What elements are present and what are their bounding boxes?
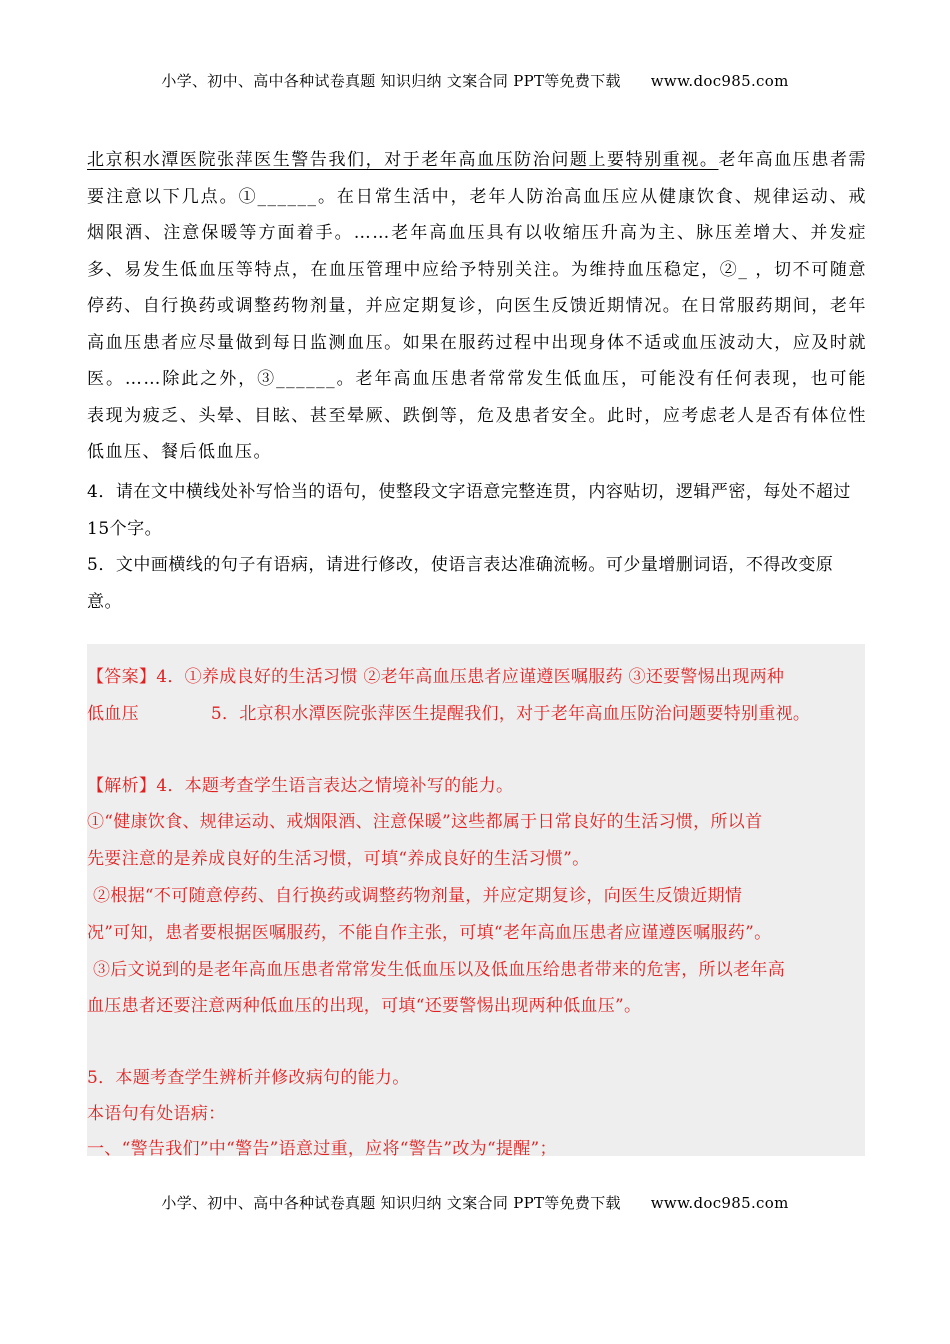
analysis-title: 【解析】4．本题考查学生语言表达之情境补写的能力。 <box>87 776 514 796</box>
analysis-line: 况”可知，患者要根据医嘱服药，不能自作主张，可填“老年高血压患者应谨遵医嘱服药”。 <box>87 923 772 943</box>
analysis-line: 一、“警告我们”中“警告”语意过重，应将“警告”改为“提醒”； <box>87 1139 557 1159</box>
header-text: 小学、初中、高中各种试卷真题 知识归纳 文案合同 PPT等免费下载 <box>161 72 621 90</box>
passage-text: 老年高血压患者需要注意以下几点。①______。在日常生活中，老年人防治高血压应从健康饮食、规律运动、戒烟限酒、注意保暖等方面着手。……老年高血压具有以收缩压升高为主、脉压差增大、并发症多、易发生低血压等特点，在血压管理中应给予特别关注。为维持血压稳定，②_ ，切不可随意停药、自行换药或调整药物剂量，并应定期复诊，向医生反馈近期情况。在日常服药期间，老年高血压患者应尽量做到每日监测血压。如果在服药过程中出现身体不适或血压波动大，应及时就医。……除此之外，③______。老年高血压患者常常发生低血压，可能没有任何表现，也可能表现为疲乏、头晕、目眩、甚至晕厥、跌倒等，危及患者安全。此时，应考虑老人是否有体位性低血压、餐后低血压。 <box>87 150 868 462</box>
footer-site-link[interactable]: www.doc985.com <box>650 1194 789 1212</box>
page-header <box>0 70 950 91</box>
answer-line-1: 【答案】4．①养成良好的生活习惯 ②老年高血压患者应谨遵医嘱服药 ③还要警惕出现两种 <box>87 667 785 687</box>
question-5: 5．文中画横线的句子有语病，请进行修改，使语言表达准确流畅。可少量增删词语，不得改变原意。 <box>87 555 834 612</box>
analysis-line: 血压患者还要注意两种低血压的出现，可填“还要警惕出现两种低血压”。 <box>87 996 642 1016</box>
analysis-q5-title: 5．本题考查学生辨析并修改病句的能力。 <box>87 1068 410 1088</box>
header-site-link[interactable]: www.doc985.com <box>650 72 789 90</box>
footer-text: 小学、初中、高中各种试卷真题 知识归纳 文案合同 PPT等免费下载 <box>161 1194 621 1212</box>
analysis-line: ②根据“不可随意停药、自行换药或调整药物剂量，并应定期复诊，向医生反馈近期情 <box>93 886 743 906</box>
answer-line-2-end: 5．北京积水潭医院张萍医生提醒我们，对于老年高血压防治问题要特别重视。 <box>210 704 811 724</box>
answer-line-2-start: 低血压 <box>87 704 139 724</box>
analysis-line: ③后文说到的是老年高血压患者常常发生低血压以及低血压给患者带来的危害，所以老年高 <box>93 960 785 980</box>
reading-passage <box>87 142 867 471</box>
analysis-line: 先要注意的是养成良好的生活习惯，可填“养成良好的生活习惯”。 <box>87 849 590 869</box>
questions <box>87 474 867 620</box>
answer-line-2 <box>87 699 810 724</box>
analysis-line: 本语句有处语病： <box>87 1104 226 1124</box>
answer-analysis-block <box>87 644 865 1159</box>
underlined-sentence: 北京积水潭医院张萍医生警告我们，对于老年高血压防治问题上要特别重视。 <box>87 150 719 170</box>
question-4: 4．请在文中横线处补写恰当的语句，使整段文字语意完整连贯，内容贴切，逻辑严密，每处不超过15个字。 <box>87 482 851 539</box>
passage-paragraph <box>87 142 867 471</box>
page-footer <box>0 1192 950 1213</box>
analysis-line: ①“健康饮食、规律运动、戒烟限酒、注意保暖”这些都属于日常良好的生活习惯，所以首 <box>87 812 763 832</box>
